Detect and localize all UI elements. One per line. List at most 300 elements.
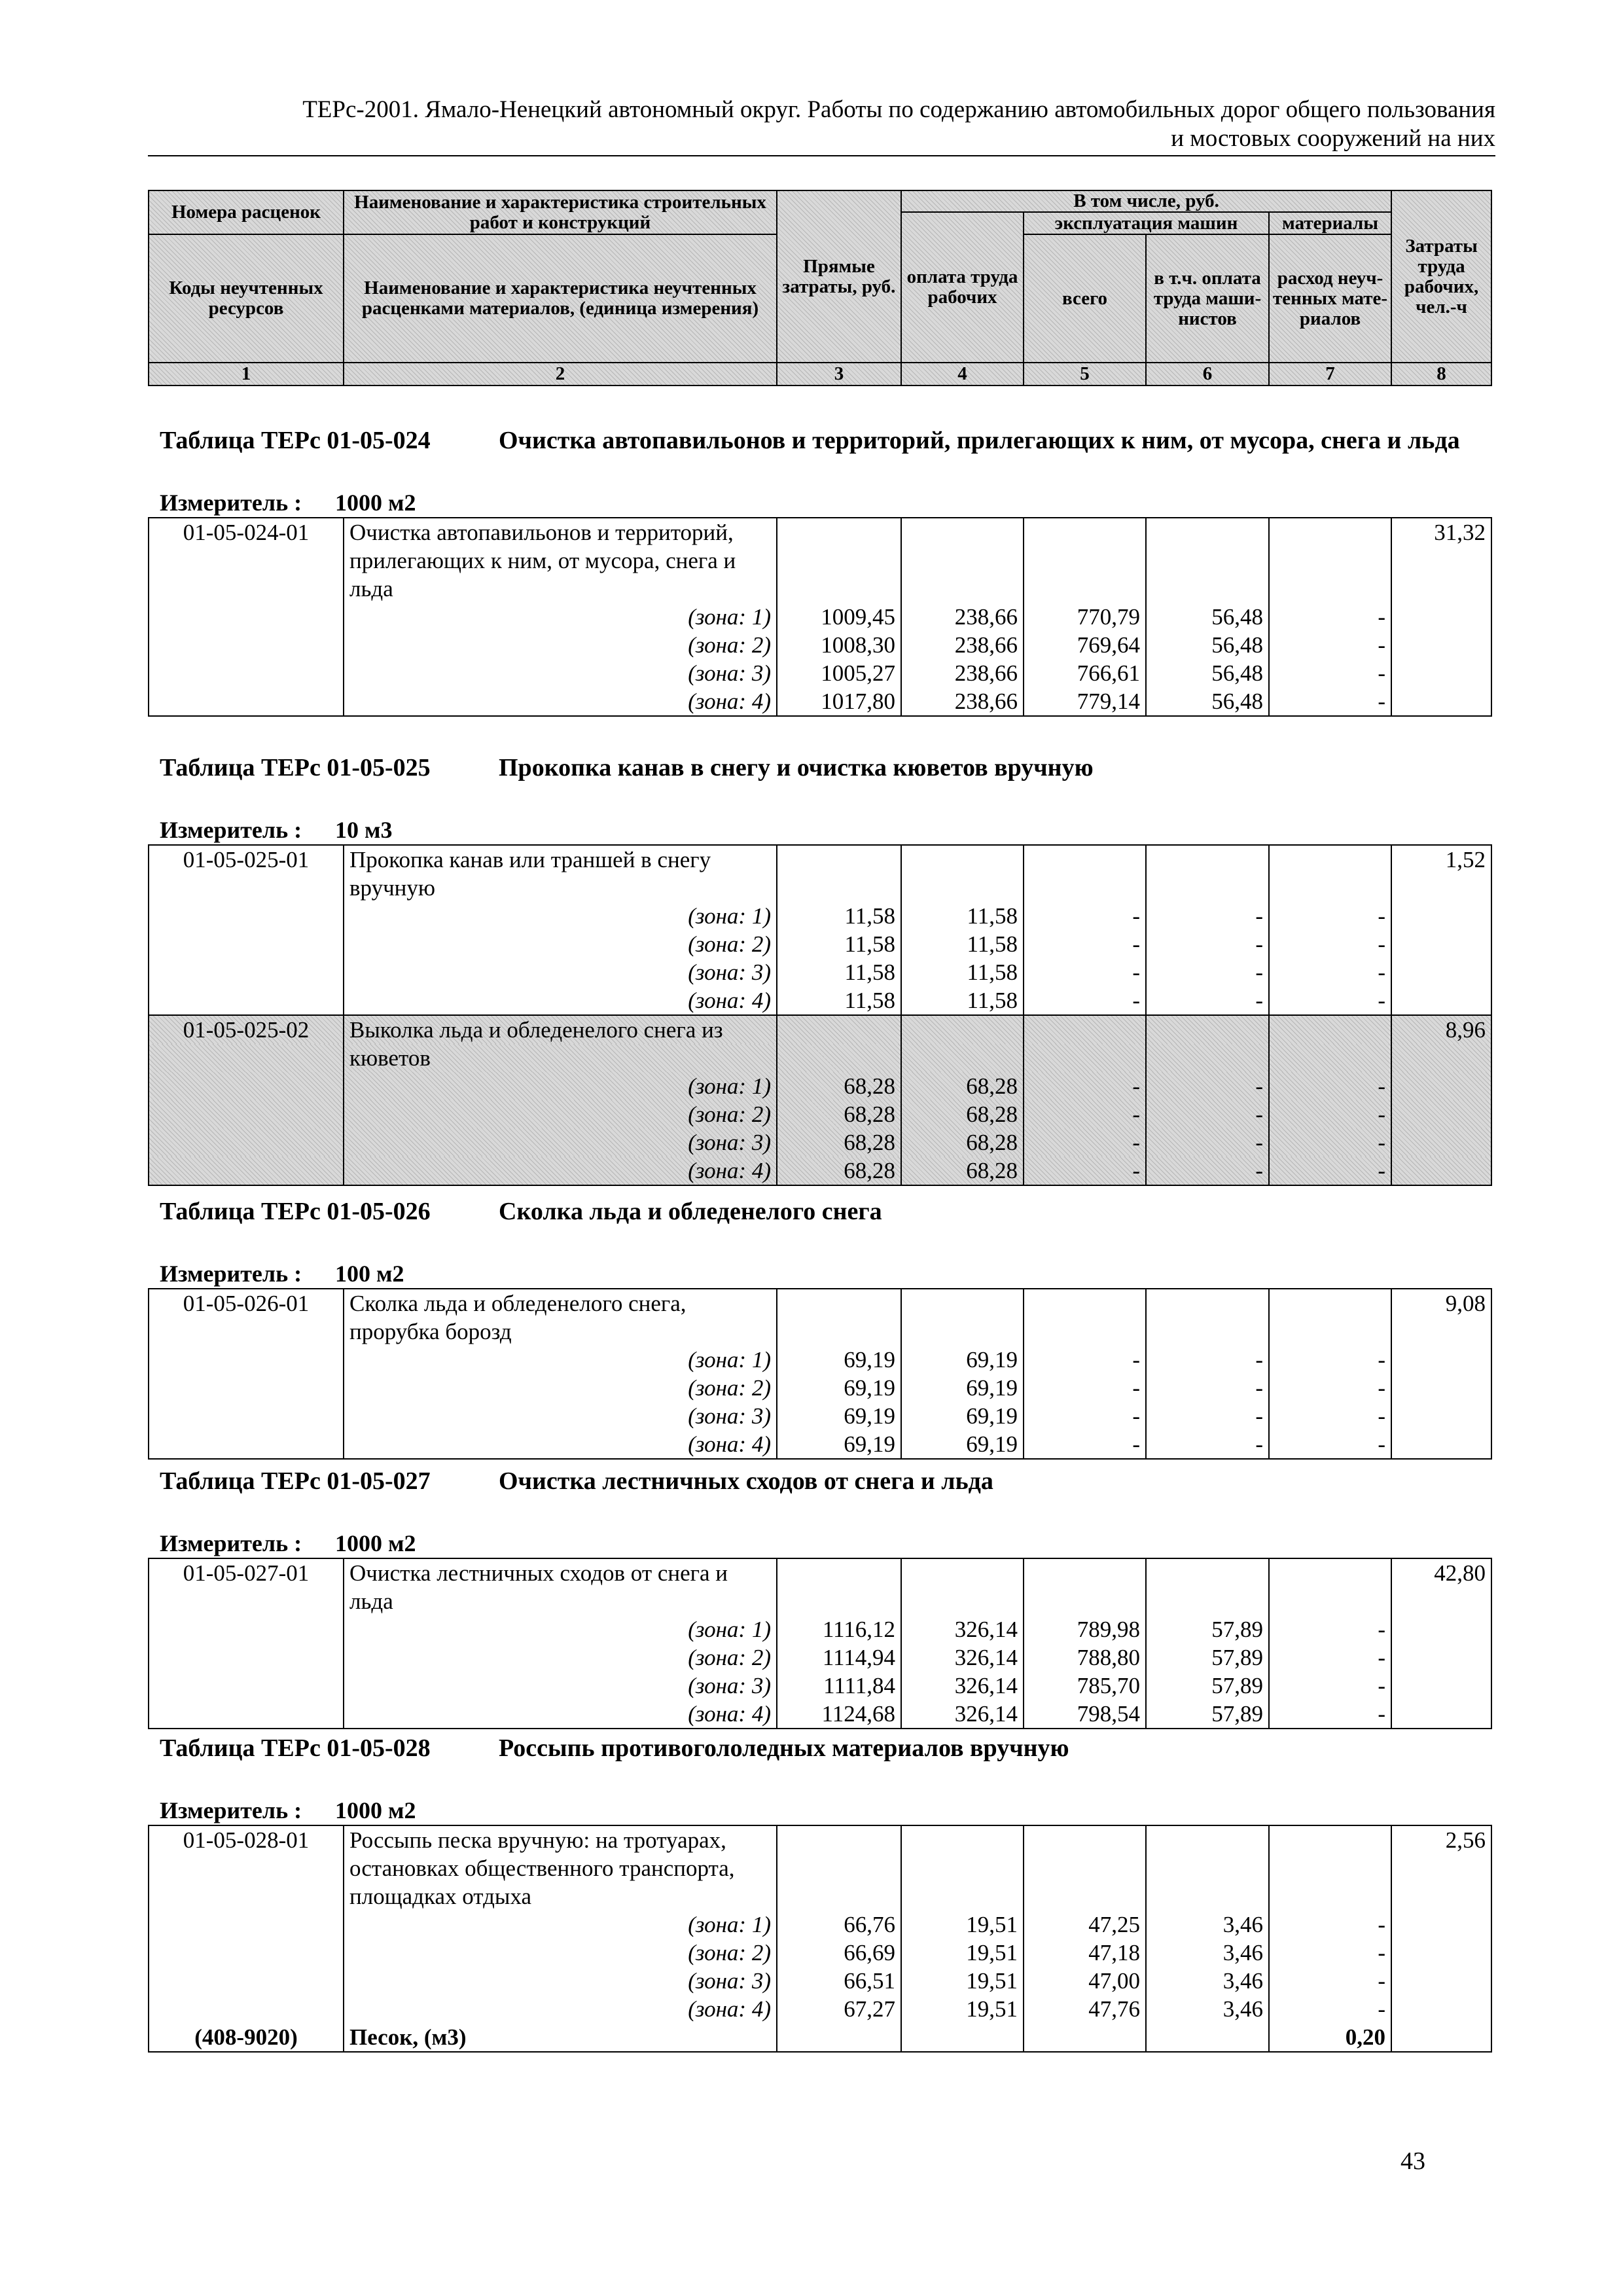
empty-cell — [1391, 1128, 1491, 1157]
empty-cell — [1024, 1015, 1146, 1044]
empty-cell — [1391, 547, 1491, 575]
empty-cell — [901, 1318, 1024, 1346]
empty-cell — [1146, 1015, 1269, 1044]
zone-label: (зона: 4) — [344, 687, 777, 716]
machines-total-value: 47,25 — [1024, 1910, 1146, 1939]
hdr-machinists-pay: в т.ч. оплата труда маши-нистов — [1146, 234, 1269, 363]
direct-costs-value: 66,51 — [777, 1967, 901, 1995]
labor-pay-value: 19,51 — [901, 1967, 1024, 1995]
rate-table — [148, 517, 1492, 717]
empty-cell — [777, 1289, 901, 1318]
empty-cell — [149, 1995, 344, 2023]
empty-cell — [149, 1128, 344, 1157]
machines-total-value: 769,64 — [1024, 631, 1146, 659]
empty-cell — [777, 1015, 901, 1044]
labor-pay-value: 238,66 — [901, 687, 1024, 716]
section-name: Прокопка канав в снегу и очистка кюветов вручную — [499, 754, 1094, 781]
zone-row — [149, 1643, 1491, 1672]
materials-value: - — [1269, 1995, 1391, 2023]
empty-cell — [777, 1044, 901, 1072]
empty-cell — [1024, 1587, 1146, 1615]
empty-cell — [1391, 1402, 1491, 1430]
materials-value: - — [1269, 631, 1391, 659]
machines-total-value: - — [1024, 1128, 1146, 1157]
empty-cell — [149, 1402, 344, 1430]
rate-row — [149, 1825, 1491, 1854]
rate-code: 01-05-026-01 — [149, 1289, 344, 1346]
direct-costs-value: 68,28 — [777, 1128, 901, 1157]
empty-cell — [901, 575, 1024, 603]
direct-costs-value: 1008,30 — [777, 631, 901, 659]
zone-label: (зона: 1) — [344, 902, 777, 930]
machines-total-value: - — [1024, 986, 1146, 1015]
machinists-pay-value: - — [1146, 1374, 1269, 1402]
table-section — [148, 1733, 1491, 2053]
section-code: Таблица ТЕРс 01-05-027 — [160, 1467, 431, 1495]
machinists-pay-value: 3,46 — [1146, 1995, 1269, 2023]
zone-row — [149, 1700, 1491, 1729]
section-code: Таблица ТЕРс 01-05-028 — [160, 1734, 431, 1762]
empty-cell — [149, 1672, 344, 1700]
machinists-pay-value: - — [1146, 1157, 1269, 1185]
empty-cell — [1391, 1967, 1491, 1995]
empty-cell — [149, 687, 344, 716]
zone-row — [149, 986, 1491, 1015]
labor-costs-value: 31,32 — [1391, 518, 1491, 547]
machinists-pay-value: 56,48 — [1146, 659, 1269, 687]
empty-cell — [1269, 1044, 1391, 1072]
table-section — [148, 753, 1491, 1186]
empty-cell — [901, 1558, 1024, 1587]
hdr-work-name: Наименование и характеристика строительных работ и конструкций — [344, 190, 777, 234]
zone-row — [149, 659, 1491, 687]
section-code: Таблица ТЕРс 01-05-025 — [160, 754, 431, 781]
machines-total-value: 779,14 — [1024, 687, 1146, 716]
direct-costs-value: 1116,12 — [777, 1615, 901, 1643]
measure-line — [148, 488, 1491, 517]
header-rule — [148, 155, 1495, 156]
machines-total-value: 785,70 — [1024, 1672, 1146, 1700]
section-name: Россыпь противогололедных материалов вручную — [499, 1734, 1069, 1762]
zone-row — [149, 1939, 1491, 1967]
labor-pay-value: 69,19 — [901, 1374, 1024, 1402]
direct-costs-value: 66,76 — [777, 1910, 901, 1939]
column-header-table — [148, 190, 1492, 386]
empty-cell — [777, 874, 901, 902]
labor-pay-value: 68,28 — [901, 1072, 1024, 1100]
materials-value: - — [1269, 986, 1391, 1015]
machines-total-value: - — [1024, 1157, 1146, 1185]
labor-pay-value: 69,19 — [901, 1346, 1024, 1374]
empty-cell — [1269, 1558, 1391, 1587]
empty-cell — [1146, 1558, 1269, 1587]
labor-pay-value: 19,51 — [901, 1939, 1024, 1967]
empty-cell — [777, 2023, 901, 2052]
zone-row — [149, 1128, 1491, 1157]
empty-cell — [1391, 1072, 1491, 1100]
empty-cell — [1146, 1854, 1269, 1882]
empty-cell — [1146, 547, 1269, 575]
empty-cell — [1024, 1044, 1146, 1072]
section-name: Очистка лестничных сходов от снега и льда — [499, 1467, 993, 1495]
materials-value: - — [1269, 1072, 1391, 1100]
empty-cell — [777, 547, 901, 575]
hdr-num-rates: Номера расценок — [149, 190, 344, 234]
empty-cell — [1391, 1854, 1491, 1882]
zone-label: (зона: 4) — [344, 986, 777, 1015]
hdr-unaccounted-materials: расход неуч-тенных мате-риалов — [1269, 234, 1391, 363]
empty-cell — [901, 1289, 1024, 1318]
empty-cell — [1269, 1825, 1391, 1854]
direct-costs-value: 1114,94 — [777, 1643, 901, 1672]
empty-cell — [1146, 1825, 1269, 1854]
empty-cell — [149, 986, 344, 1015]
rate-name: Очистка автопавильонов и территорий, прилегающих к ним, от мусора, снега и льда — [344, 518, 777, 603]
empty-cell — [1024, 2023, 1146, 2052]
rate-code: 01-05-028-01 — [149, 1825, 344, 1910]
machines-total-value: 47,76 — [1024, 1995, 1146, 2023]
machines-total-value: - — [1024, 1430, 1146, 1459]
measure-value: 100 м2 — [335, 1261, 404, 1287]
materials-value: - — [1269, 1402, 1391, 1430]
hdr-resource-name: Наименование и характеристика неучтенных расценками материалов, (единица измерения) — [344, 234, 777, 363]
materials-value: - — [1269, 1643, 1391, 1672]
hdr-col-number: 8 — [1391, 363, 1491, 386]
empty-cell — [1391, 1100, 1491, 1128]
empty-cell — [1269, 1587, 1391, 1615]
rate-name: Россыпь песка вручную: на тротуарах, остановках общественного транспорта, площадках отдыха — [344, 1825, 777, 1910]
machinists-pay-value: 57,89 — [1146, 1615, 1269, 1643]
measure-label: Измеритель : — [160, 1261, 302, 1287]
zone-label: (зона: 4) — [344, 1430, 777, 1459]
zone-label: (зона: 3) — [344, 1402, 777, 1430]
empty-cell — [1146, 2023, 1269, 2052]
hdr-resource-codes: Коды неучтенных ресурсов — [149, 234, 344, 363]
zone-row — [149, 958, 1491, 986]
zone-row — [149, 631, 1491, 659]
zone-row — [149, 1430, 1491, 1459]
empty-cell — [1024, 1318, 1146, 1346]
machinists-pay-value: - — [1146, 902, 1269, 930]
empty-cell — [1024, 874, 1146, 902]
machinists-pay-value: 56,48 — [1146, 603, 1269, 631]
empty-cell — [1146, 874, 1269, 902]
zone-label: (зона: 3) — [344, 1128, 777, 1157]
materials-value: - — [1269, 930, 1391, 958]
labor-pay-value: 19,51 — [901, 1910, 1024, 1939]
labor-pay-value: 68,28 — [901, 1157, 1024, 1185]
zone-label: (зона: 2) — [344, 930, 777, 958]
labor-pay-value: 69,19 — [901, 1402, 1024, 1430]
section-name: Очистка автопавильонов и территорий, прилегающих к ним, от мусора, снега и льда — [499, 427, 1460, 454]
machines-total-value: - — [1024, 1100, 1146, 1128]
empty-cell — [149, 631, 344, 659]
measure-value: 1000 м2 — [335, 1530, 416, 1556]
resource-row — [149, 2023, 1491, 2052]
measure-value: 1000 м2 — [335, 490, 416, 516]
measure-line — [148, 1259, 1491, 1288]
empty-cell — [1024, 518, 1146, 547]
empty-cell — [1269, 1854, 1391, 1882]
machines-total-value: 47,18 — [1024, 1939, 1146, 1967]
empty-cell — [901, 518, 1024, 547]
rate-row — [149, 518, 1491, 547]
empty-cell — [1269, 874, 1391, 902]
empty-cell — [777, 1587, 901, 1615]
machines-total-value: - — [1024, 958, 1146, 986]
empty-cell — [1391, 902, 1491, 930]
direct-costs-value: 11,58 — [777, 958, 901, 986]
empty-cell — [149, 1910, 344, 1939]
rate-code: 01-05-025-02 — [149, 1015, 344, 1072]
empty-cell — [149, 958, 344, 986]
machines-total-value: 788,80 — [1024, 1643, 1146, 1672]
empty-cell — [1024, 547, 1146, 575]
section-code: Таблица ТЕРс 01-05-026 — [160, 1198, 431, 1225]
machinists-pay-value: - — [1146, 1402, 1269, 1430]
hdr-labor-pay: оплата труда рабочих — [901, 212, 1024, 363]
hdr-col-number: 4 — [901, 363, 1024, 386]
direct-costs-value: 1017,80 — [777, 687, 901, 716]
empty-cell — [1391, 687, 1491, 716]
direct-costs-value: 68,28 — [777, 1072, 901, 1100]
hdr-col-number: 1 — [149, 363, 344, 386]
machines-total-value: - — [1024, 1346, 1146, 1374]
empty-cell — [149, 603, 344, 631]
rate-row — [149, 1558, 1491, 1587]
labor-costs-value: 8,96 — [1391, 1015, 1491, 1044]
rate-code: 01-05-027-01 — [149, 1558, 344, 1615]
empty-cell — [777, 1825, 901, 1854]
empty-cell — [901, 1587, 1024, 1615]
empty-cell — [901, 547, 1024, 575]
empty-cell — [1146, 1587, 1269, 1615]
direct-costs-value: 69,19 — [777, 1346, 901, 1374]
empty-cell — [777, 1854, 901, 1882]
empty-cell — [149, 1615, 344, 1643]
zone-label: (зона: 2) — [344, 1939, 777, 1967]
resource-name: Песок, (м3) — [344, 2023, 777, 2052]
rate-name: Выколка льда и обледенелого снега из кюветов — [344, 1015, 777, 1072]
measure-label: Измеритель : — [160, 1797, 302, 1823]
empty-cell — [1024, 575, 1146, 603]
measure-line — [148, 1796, 1491, 1825]
empty-cell — [1391, 1374, 1491, 1402]
empty-cell — [149, 930, 344, 958]
materials-value: - — [1269, 659, 1391, 687]
zone-label: (зона: 3) — [344, 1967, 777, 1995]
zone-label: (зона: 1) — [344, 1615, 777, 1643]
empty-cell — [149, 1346, 344, 1374]
labor-pay-value: 326,14 — [901, 1700, 1024, 1729]
empty-cell — [1391, 1700, 1491, 1729]
labor-pay-value: 326,14 — [901, 1643, 1024, 1672]
labor-pay-value: 326,14 — [901, 1672, 1024, 1700]
empty-cell — [1024, 1854, 1146, 1882]
resource-quantity: 0,20 — [1269, 2023, 1391, 2052]
machinists-pay-value: 57,89 — [1146, 1700, 1269, 1729]
empty-cell — [1391, 1939, 1491, 1967]
zone-label: (зона: 4) — [344, 1995, 777, 2023]
zone-row — [149, 687, 1491, 716]
empty-cell — [1024, 845, 1146, 874]
empty-cell — [901, 1882, 1024, 1910]
empty-cell — [1146, 845, 1269, 874]
machinists-pay-value: - — [1146, 1072, 1269, 1100]
materials-value: - — [1269, 1157, 1391, 1185]
measure-line — [148, 816, 1491, 844]
page-header — [148, 96, 1495, 153]
zone-label: (зона: 2) — [344, 631, 777, 659]
empty-cell — [777, 1318, 901, 1346]
empty-cell — [901, 1044, 1024, 1072]
machinists-pay-value: 56,48 — [1146, 631, 1269, 659]
materials-value: - — [1269, 1128, 1391, 1157]
machinists-pay-value: - — [1146, 1100, 1269, 1128]
section-name: Сколка льда и обледенелого снега — [499, 1198, 882, 1225]
zone-row — [149, 1072, 1491, 1100]
zone-row — [149, 902, 1491, 930]
direct-costs-value: 1111,84 — [777, 1672, 901, 1700]
direct-costs-value: 69,19 — [777, 1430, 901, 1459]
hdr-col-number: 6 — [1146, 363, 1269, 386]
materials-value: - — [1269, 1939, 1391, 1967]
section-code: Таблица ТЕРс 01-05-024 — [160, 427, 431, 454]
zone-label: (зона: 4) — [344, 1700, 777, 1729]
empty-cell — [1024, 1289, 1146, 1318]
hdr-direct-costs: Прямые затраты, руб. — [777, 190, 901, 363]
direct-costs-value: 1009,45 — [777, 603, 901, 631]
zone-row — [149, 1967, 1491, 1995]
empty-cell — [1391, 986, 1491, 1015]
measure-label: Измеритель : — [160, 817, 302, 843]
empty-cell — [1391, 874, 1491, 902]
empty-cell — [1391, 1910, 1491, 1939]
empty-cell — [1146, 1882, 1269, 1910]
zone-label: (зона: 3) — [344, 1672, 777, 1700]
zone-label: (зона: 4) — [344, 1157, 777, 1185]
empty-cell — [1024, 1882, 1146, 1910]
labor-pay-value: 11,58 — [901, 986, 1024, 1015]
machines-total-value: - — [1024, 930, 1146, 958]
machines-total-value: 770,79 — [1024, 603, 1146, 631]
zone-row — [149, 1672, 1491, 1700]
empty-cell — [901, 2023, 1024, 2052]
empty-cell — [1391, 575, 1491, 603]
machinists-pay-value: - — [1146, 958, 1269, 986]
machines-total-value: 766,61 — [1024, 659, 1146, 687]
empty-cell — [777, 575, 901, 603]
direct-costs-value: 11,58 — [777, 986, 901, 1015]
materials-value: - — [1269, 1100, 1391, 1128]
hdr-col-number: 2 — [344, 363, 777, 386]
hdr-machines-total: всего — [1024, 234, 1146, 363]
empty-cell — [1391, 1157, 1491, 1185]
machinists-pay-value: - — [1146, 930, 1269, 958]
rate-code: 01-05-025-01 — [149, 845, 344, 902]
materials-value: - — [1269, 902, 1391, 930]
materials-value: - — [1269, 1374, 1391, 1402]
empty-cell — [1391, 1318, 1491, 1346]
empty-cell — [149, 1939, 344, 1967]
zone-row — [149, 1100, 1491, 1128]
zone-row — [149, 930, 1491, 958]
zone-label: (зона: 2) — [344, 1643, 777, 1672]
empty-cell — [149, 1967, 344, 1995]
empty-cell — [149, 1700, 344, 1729]
labor-pay-value: 11,58 — [901, 902, 1024, 930]
hdr-col-number: 3 — [777, 363, 901, 386]
zone-row — [149, 1157, 1491, 1185]
empty-cell — [901, 845, 1024, 874]
rate-row — [149, 1289, 1491, 1318]
empty-cell — [149, 659, 344, 687]
materials-value: - — [1269, 603, 1391, 631]
labor-costs-value: 42,80 — [1391, 1558, 1491, 1587]
materials-value: - — [1269, 1672, 1391, 1700]
labor-pay-value: 68,28 — [901, 1128, 1024, 1157]
hdr-col-number: 7 — [1269, 363, 1391, 386]
direct-costs-value: 69,19 — [777, 1402, 901, 1430]
zone-label: (зона: 1) — [344, 1910, 777, 1939]
empty-cell — [901, 874, 1024, 902]
rate-table — [148, 1558, 1492, 1729]
zone-row — [149, 1374, 1491, 1402]
zone-row — [149, 1346, 1491, 1374]
labor-pay-value: 238,66 — [901, 631, 1024, 659]
machines-total-value: 47,00 — [1024, 1967, 1146, 1995]
direct-costs-value: 67,27 — [777, 1995, 901, 2023]
empty-cell — [149, 1100, 344, 1128]
section-title — [148, 1196, 1491, 1259]
machines-total-value: 789,98 — [1024, 1615, 1146, 1643]
direct-costs-value: 11,58 — [777, 930, 901, 958]
direct-costs-value: 68,28 — [777, 1100, 901, 1128]
rate-name: Прокопка канав или траншей в снегу вручную — [344, 845, 777, 902]
rate-row — [149, 845, 1491, 874]
machines-total-value: - — [1024, 1402, 1146, 1430]
empty-cell — [1391, 930, 1491, 958]
empty-cell — [1391, 1672, 1491, 1700]
page-header-line2: и мостовых сооружений на них — [1171, 125, 1495, 152]
section-title — [148, 1466, 1491, 1529]
direct-costs-value: 68,28 — [777, 1157, 901, 1185]
hdr-col-number: 5 — [1024, 363, 1146, 386]
rate-table — [148, 844, 1492, 1186]
labor-pay-value: 238,66 — [901, 603, 1024, 631]
direct-costs-value: 69,19 — [777, 1374, 901, 1402]
machinists-pay-value: - — [1146, 1430, 1269, 1459]
empty-cell — [901, 1854, 1024, 1882]
materials-value: - — [1269, 1700, 1391, 1729]
page-number: 43 — [1400, 2147, 1425, 2175]
zone-label: (зона: 2) — [344, 1374, 777, 1402]
machinists-pay-value: - — [1146, 986, 1269, 1015]
table-section — [148, 425, 1491, 717]
empty-cell — [1391, 1044, 1491, 1072]
empty-cell — [777, 845, 901, 874]
zone-row — [149, 1402, 1491, 1430]
zone-label: (зона: 3) — [344, 958, 777, 986]
machinists-pay-value: 56,48 — [1146, 687, 1269, 716]
materials-value: - — [1269, 1615, 1391, 1643]
direct-costs-value: 1005,27 — [777, 659, 901, 687]
empty-cell — [1391, 958, 1491, 986]
hdr-machines: эксплуатация машин — [1024, 212, 1269, 234]
machinists-pay-value: - — [1146, 1346, 1269, 1374]
empty-cell — [1269, 845, 1391, 874]
machinists-pay-value: 57,89 — [1146, 1672, 1269, 1700]
